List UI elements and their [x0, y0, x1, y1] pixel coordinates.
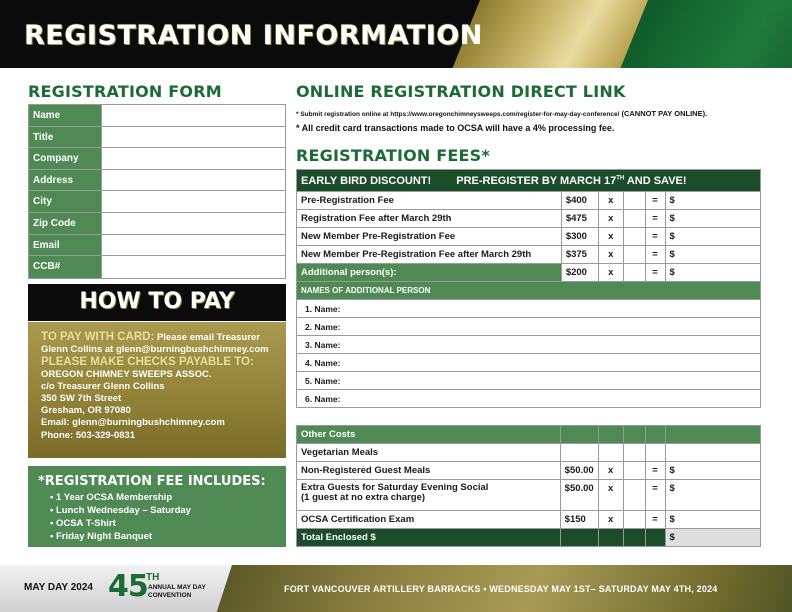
submit-note-text: * Submit registration online at https://www.oregonchimneysweeps.com/register-for-may-day-conference/ [296, 111, 620, 118]
fee-label: Registration Fee after March 29th [297, 210, 562, 228]
how-to-pay-heading: HOW TO PAY [28, 284, 286, 321]
convention-label [148, 584, 206, 599]
name-field[interactable] [101, 105, 285, 126]
form-label: Name [29, 105, 101, 126]
multiply-sign: x [598, 511, 623, 529]
fee-total-input[interactable]: $ [665, 264, 760, 282]
quantity-input[interactable] [623, 511, 645, 529]
multiply-sign: x [598, 480, 623, 511]
cost-label-line: (1 guest at no extra charge) [301, 492, 426, 503]
payment-info-box [28, 322, 286, 458]
cost-label: OCSA Certification Exam [297, 511, 561, 529]
cost-price: $150 [560, 511, 598, 529]
form-row-title [29, 127, 285, 149]
fee-includes-box [28, 464, 286, 547]
address-line: Email: glenn@burningbushchimney.com [41, 417, 225, 429]
cost-label: Non-Registered Guest Meals [297, 462, 561, 480]
cost-total-input[interactable]: $ [665, 511, 761, 529]
fee-total-input[interactable]: $ [665, 228, 760, 246]
quantity-input[interactable] [623, 192, 645, 210]
fee-price: $375 [561, 246, 598, 264]
card-payment-line [41, 331, 286, 344]
early-bird-row [297, 170, 761, 192]
include-item: • 1 Year OCSA Membership [50, 492, 173, 503]
multiply-sign: x [598, 264, 623, 282]
additional-label: Additional person(s): [297, 264, 562, 282]
additional-person-row [297, 264, 761, 282]
quantity-input[interactable] [623, 228, 645, 246]
company-field[interactable] [101, 148, 285, 169]
form-label: Email [29, 235, 101, 256]
fee-includes-heading: *REGISTRATION FEE INCLUDES: [38, 474, 266, 489]
fee-total-input[interactable]: $ [665, 246, 760, 264]
form-row-zip [29, 213, 285, 235]
include-item: • Lunch Wednesday – Saturday [50, 505, 191, 516]
preregister-text [456, 175, 686, 187]
additional-name-field[interactable]: 1. Name: [297, 300, 761, 318]
cost-total-input[interactable]: $ [665, 480, 761, 511]
form-row-address [29, 170, 285, 192]
multiply-sign: x [598, 246, 623, 264]
page-header [0, 0, 792, 68]
checks-label: PLEASE MAKE CHECKS PAYABLE TO: [41, 356, 254, 369]
preregister-sup: TH [616, 174, 625, 181]
form-row-company [29, 148, 285, 170]
equals-sign: = [645, 246, 665, 264]
fee-total-input[interactable]: $ [665, 210, 760, 228]
cost-price: $50.00 [560, 462, 598, 480]
cannot-pay-note: (CANNOT PAY ONLINE). [619, 109, 708, 118]
fee-price: $300 [561, 228, 598, 246]
equals-sign: = [645, 462, 665, 480]
fee-label: Pre-Registration Fee [297, 192, 562, 210]
additional-name-field[interactable]: 2. Name: [297, 318, 761, 336]
form-row-city [29, 191, 285, 213]
preregister-end: AND SAVE! [624, 174, 687, 187]
card-text: Please email Treasurer [154, 332, 260, 343]
multiply-sign: x [598, 192, 623, 210]
cost-row [297, 444, 761, 462]
total-row [297, 529, 761, 547]
fee-label: New Member Pre-Registration Fee after March 29th [297, 246, 562, 264]
fee-row [297, 246, 761, 264]
fee-row [297, 228, 761, 246]
additional-name-field[interactable]: 3. Name: [297, 336, 761, 354]
email-field[interactable] [101, 235, 285, 256]
zip-code-field[interactable] [101, 213, 285, 234]
quantity-input[interactable] [623, 264, 645, 282]
address-line: c/o Treasurer Glenn Collins [41, 380, 165, 392]
cost-total-input[interactable] [665, 444, 761, 462]
multiply-sign: x [598, 210, 623, 228]
cost-price: $50.00 [560, 480, 598, 511]
cost-row [297, 511, 761, 529]
fee-price: $400 [561, 192, 598, 210]
quantity-input[interactable] [623, 246, 645, 264]
submit-note [296, 109, 707, 118]
convention-line: CONVENTION [148, 591, 192, 599]
preregister-deadline: PRE-REGISTER BY MARCH 17 [456, 174, 617, 187]
city-field[interactable] [101, 191, 285, 212]
cost-row [297, 462, 761, 480]
names-heading: NAMES OF ADDITIONAL PERSON [297, 282, 761, 300]
quantity-input[interactable] [623, 444, 645, 462]
fee-label: New Member Pre-Registration Fee [297, 228, 562, 246]
form-row-ccb [29, 256, 285, 278]
ccb-field[interactable] [101, 256, 285, 278]
names-heading-row [297, 282, 761, 300]
address-line: 350 SW 7th Street [41, 393, 122, 405]
address-line: OREGON CHIMNEY SWEEPS ASSOC. [41, 368, 212, 380]
total-label: Total Enclosed $ [297, 529, 561, 547]
form-label: Address [29, 170, 101, 191]
form-label: CCB# [29, 256, 101, 278]
registration-form [28, 104, 286, 279]
multiply-sign [598, 444, 623, 462]
card-contact: Glenn Collins at glenn@burningbushchimney.com [41, 344, 269, 356]
address-field[interactable] [101, 170, 285, 191]
form-label: Title [29, 127, 101, 148]
equals-sign: = [645, 210, 665, 228]
form-label: Zip Code [29, 213, 101, 234]
other-costs-heading-row [297, 426, 761, 444]
registration-fees-table [296, 169, 761, 408]
anniversary-number: 45 [108, 569, 148, 604]
fee-row [297, 192, 761, 210]
form-row-email [29, 235, 285, 257]
equals-sign: = [645, 480, 665, 511]
form-row-name [29, 105, 285, 127]
may-day-label: MAY DAY 2024 [24, 582, 93, 593]
address-line: Phone: 503-329-0831 [41, 429, 135, 441]
cost-label [297, 480, 561, 511]
form-label: Company [29, 148, 101, 169]
multiply-sign: x [598, 228, 623, 246]
card-label: TO PAY WITH CARD: [41, 331, 155, 343]
event-details: FORT VANCOUVER ARTILLERY BARRACKS • WEDNESDAY MAY 1ST– SATURDAY MAY 4TH, 2024 [284, 584, 718, 594]
multiply-sign: x [598, 462, 623, 480]
header-green-stripe [621, 0, 792, 68]
include-item: • Friday Night Banquet [50, 531, 153, 542]
equals-sign: = [645, 192, 665, 210]
fee-row [297, 210, 761, 228]
quantity-input[interactable] [623, 480, 645, 511]
convention-line: ANNUAL MAY DAY [148, 584, 206, 591]
anniversary-ordinal: TH [146, 572, 160, 583]
quantity-input[interactable] [623, 462, 645, 480]
address-line: Gresham, OR 97080 [41, 405, 131, 417]
credit-card-note: * All credit card transactions made to OCSA will have a 4% processing fee. [296, 123, 615, 133]
other-costs-heading: Other Costs [297, 426, 561, 444]
early-bird-label: EARLY BIRD DISCOUNT! [301, 174, 432, 187]
page-title: REGISTRATION INFORMATION [24, 20, 483, 51]
quantity-input[interactable] [623, 210, 645, 228]
fee-total-input[interactable]: $ [665, 192, 760, 210]
equals-sign: = [645, 264, 665, 282]
online-registration-heading: ONLINE REGISTRATION DIRECT LINK [296, 82, 626, 101]
equals-sign [645, 444, 665, 462]
additional-name-field[interactable]: 6. Name: [297, 390, 761, 408]
cost-label-line: Extra Guests for Saturday Evening Social [301, 482, 489, 493]
form-label: City [29, 191, 101, 212]
additional-price: $200 [561, 264, 598, 282]
registration-form-heading: REGISTRATION FORM [28, 82, 222, 101]
cost-label: Vegetarian Meals [297, 444, 561, 462]
fee-price: $475 [561, 210, 598, 228]
additional-name-field[interactable]: 4. Name: [297, 354, 761, 372]
cost-row [297, 480, 761, 511]
include-item: • OCSA T-Shirt [50, 518, 116, 529]
equals-sign: = [645, 511, 665, 529]
registration-fees-heading: REGISTRATION FEES* [296, 146, 490, 165]
additional-name-field[interactable]: 5. Name: [297, 372, 761, 390]
page-footer [0, 565, 792, 612]
total-enclosed-input[interactable]: $ [665, 529, 761, 547]
other-costs-table [296, 425, 761, 547]
cost-total-input[interactable]: $ [665, 462, 761, 480]
cost-price [560, 444, 598, 462]
early-bird-banner [297, 170, 761, 192]
title-field[interactable] [101, 127, 285, 148]
equals-sign: = [645, 228, 665, 246]
